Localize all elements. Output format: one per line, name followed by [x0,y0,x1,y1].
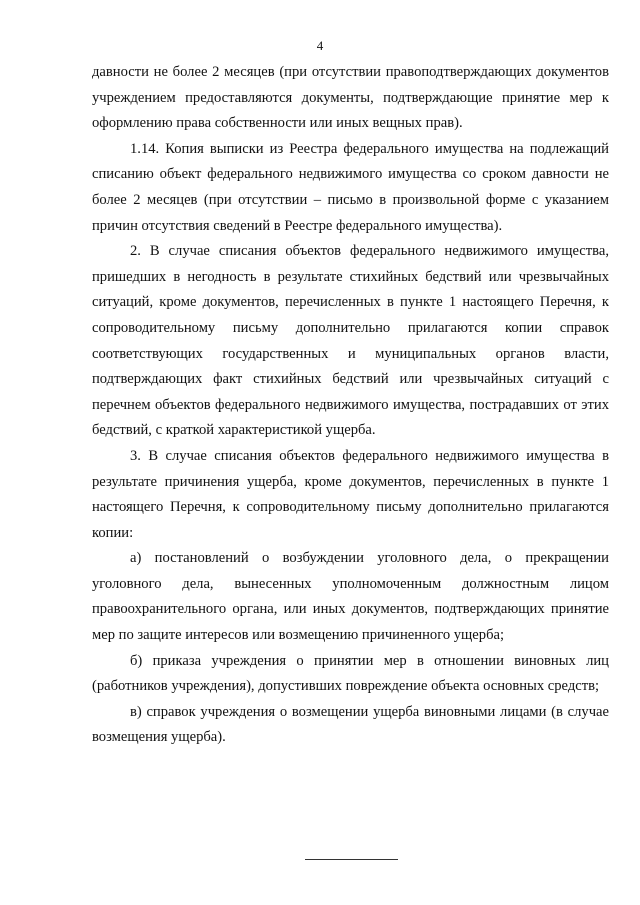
paragraph-item-2: 2. В случае списания объектов федерального недвижимого имущества, пришедших в негодность в результате стихийных бедствий или чрезвычайных ситуаций, кроме документов, перечисленных в пункте 1 настоящего Перечня, к сопроводительному письму дополнительно прилагаются копии справок соответствующих государственных и муниципальных органов власти, подтверждающих факт стихийных бедствий или чрезвычайных ситуаций с перечнем объектов федерального недвижимого имущества, пострадавших от этих бедствий, с краткой характеристикой ущерба. [92,243,609,439]
paragraph-continuation: давности не более 2 месяцев (при отсутствии правоподтверждающих документов учреждением предоставляются документы, подтверждающие принятие мер к оформлению права собственности или иных вещных прав). [92,64,609,132]
end-of-document-rule [305,859,398,860]
paragraph-item-3c: в) справок учреждения о возмещении ущерба виновными лицами (в случае возмещения ущерба). [92,703,609,746]
paragraph-item-3a: а) постановлений о возбуждении уголовного дела, о прекращении уголовного дела, вынесенных уполномоченным должностным лицом правоохранительного органа, или иных документов, подтверждающих принятие мер по защите интересов или возмещению причиненного ущерба; [92,550,609,644]
paragraph-item-3b: б) приказа учреждения о принятии мер в отношении виновных лиц (работников учреждения), допустивших повреждение объекта основных средств; [92,652,609,695]
paragraph-item-3: 3. В случае списания объектов федерального недвижимого имущества в результате причинения ущерба, кроме документов, перечисленных в пункте 1 настоящего Перечня, к сопроводительному письму дополнительно прилагаются копии: [92,447,609,541]
page-number: 4 [316,38,324,53]
document-body [92,60,609,751]
paragraph-item-1-14: 1.14. Копия выписки из Реестра федерального имущества на подлежащий списанию объект федерального недвижимого имущества со сроком давности не более 2 месяцев (при отсутствии – письмо в произвольной форме с указанием причин отсутствия сведений в Реестре федерального имущества). [92,140,609,234]
